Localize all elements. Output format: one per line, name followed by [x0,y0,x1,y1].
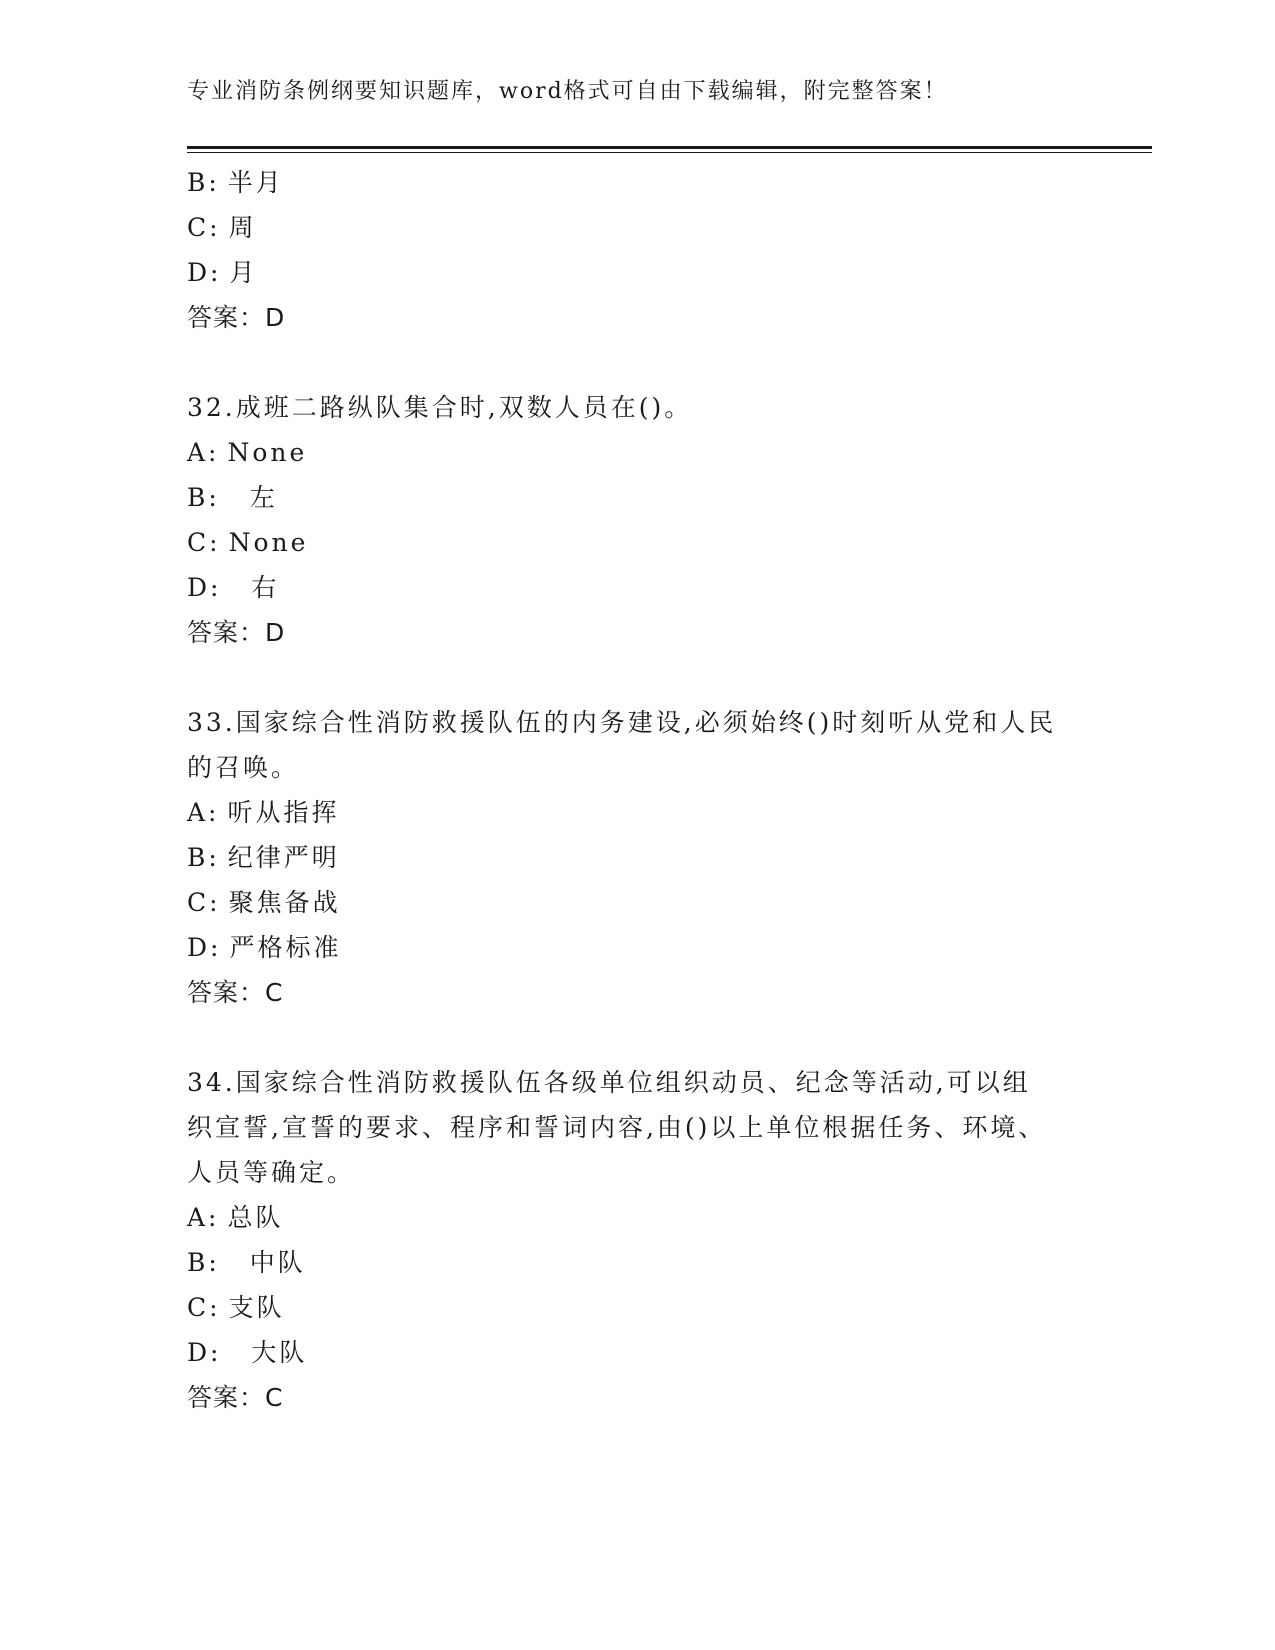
page-header: 专业消防条例纲要知识题库，word格式可自由下载编辑，附完整答案！ [187,79,948,104]
option-b: B: 中队 [187,1248,306,1277]
option-c: C: 支队 [187,1293,285,1322]
option-text: 听从指挥 [227,798,340,827]
question-stem: 34.国家综合性消防救援队伍各级单位组织动员、纪念等活动,可以组织宣誓,宣誓的要求、程序和誓词内容,由()以上单位根据任务、环境、人员等确定。 [187,1068,1047,1187]
option-c: C: 聚焦备战 [187,888,341,917]
question-list [187,160,1057,1420]
spacer [187,655,1057,700]
question-32 [187,385,1057,655]
option-text: 严格标准 [229,933,342,962]
option-b: B: 半月 [187,168,284,197]
carryover-question [187,160,1057,340]
option-text: 纪律严明 [227,843,340,872]
option-a: A: 总队 [187,1203,284,1232]
header-rule-thin [187,152,1152,153]
question-stem: 32.成班二路纵队集合时,双数人员在()。 [187,393,693,422]
question-stem: 33.国家综合性消防救援队伍的内务建设,必须始终()时刻听从党和人民的召唤。 [187,708,1057,782]
header-rule-thick [187,146,1152,149]
spacer [187,1015,1057,1060]
spacer [187,340,1057,385]
option-d: D: 严格标准 [187,933,342,962]
option-text: 月 [229,258,258,287]
option-b: B: 纪律严明 [187,843,340,872]
answer-line: 答案：C [187,1383,284,1412]
option-text: 聚焦备战 [228,888,341,917]
option-text: None [227,438,308,467]
question-33 [187,700,1057,1015]
option-a: A: 听从指挥 [187,798,340,827]
option-text: 半月 [227,168,284,197]
option-text: 大队 [229,1338,308,1367]
option-text: 周 [228,213,257,242]
option-d: D: 月 [187,258,258,287]
answer-line: 答案：C [187,978,284,1007]
question-34 [187,1060,1057,1420]
option-text: 中队 [227,1248,306,1277]
answer-line: 答案：D [187,618,286,647]
option-c: C: 周 [187,213,257,242]
option-text: 左 [227,483,278,512]
option-d: D: 右 [187,573,280,602]
answer-line: 答案：D [187,303,286,332]
option-b: B: 左 [187,483,278,512]
option-text: 支队 [228,1293,285,1322]
option-d: D: 大队 [187,1338,308,1367]
option-c: C: None [187,528,309,557]
option-text: 总队 [227,1203,284,1232]
option-text: 右 [229,573,280,602]
option-text: None [228,528,309,557]
option-a: A: None [187,438,308,467]
